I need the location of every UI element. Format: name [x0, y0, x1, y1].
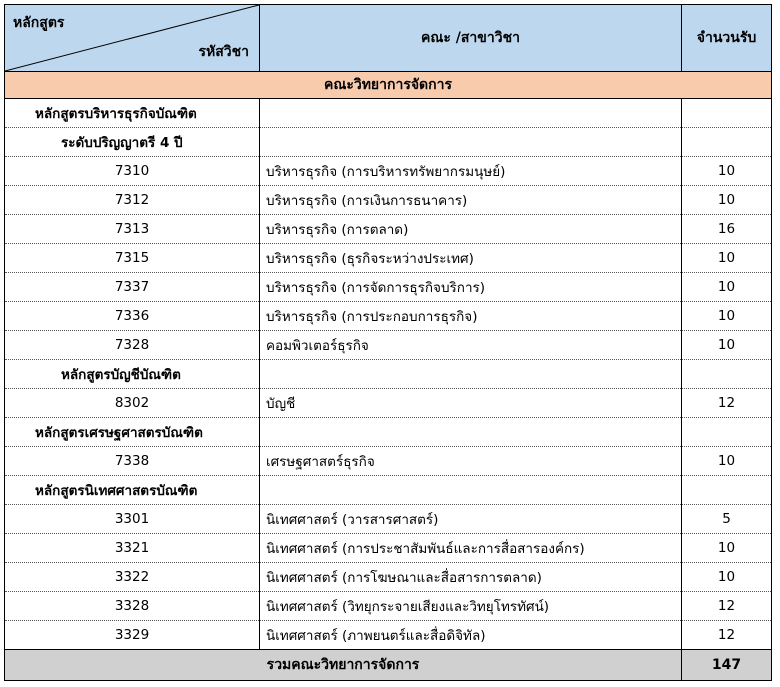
empty-cell: [682, 360, 772, 389]
course-code: 7336: [5, 302, 260, 331]
course-name: นิเทศศาสตร์ (การโฆษณาและสื่อสารการตลาด): [260, 563, 682, 592]
course-name: นิเทศศาสตร์ (ภาพยนตร์และสื่อดิจิทัล): [260, 621, 682, 650]
course-row: [5, 244, 772, 273]
course-quota: 10: [682, 157, 772, 186]
empty-cell: [682, 418, 772, 447]
course-quota: 10: [682, 186, 772, 215]
empty-cell: [682, 99, 772, 128]
total-label: รวมคณะวิทยาการจัดการ: [5, 650, 682, 681]
course-name: บริหารธุรกิจ (การเงินการธนาคาร): [260, 186, 682, 215]
course-row: [5, 534, 772, 563]
empty-cell: [260, 99, 682, 128]
course-quota: 10: [682, 534, 772, 563]
program-name: ระดับปริญญาตรี 4 ปี: [5, 128, 260, 157]
program-name: หลักสูตรบริหารธุรกิจบัณฑิต: [5, 99, 260, 128]
course-name: นิเทศศาสตร์ (วิทยุกระจายเสียงและวิทยุโทรทัศน์): [260, 592, 682, 621]
course-code: 8302: [5, 389, 260, 418]
empty-cell: [260, 418, 682, 447]
empty-cell: [682, 476, 772, 505]
quota-header-label: จำนวนรับ: [682, 5, 772, 72]
total-row: [5, 650, 772, 681]
program-row: [5, 476, 772, 505]
course-row: [5, 273, 772, 302]
program-code-header-cell: [5, 5, 260, 72]
course-quota: 12: [682, 621, 772, 650]
course-row: [5, 157, 772, 186]
program-row: [5, 418, 772, 447]
program-header-label: หลักสูตร: [13, 15, 65, 31]
course-code: 7328: [5, 331, 260, 360]
course-name: บริหารธุรกิจ (ธุรกิจระหว่างประเทศ): [260, 244, 682, 273]
faculty-title: คณะวิทยาการจัดการ: [5, 72, 772, 99]
course-row: [5, 331, 772, 360]
course-name: นิเทศศาสตร์ (การประชาสัมพันธ์และการสื่อสารองค์กร): [260, 534, 682, 563]
course-name: บัญชี: [260, 389, 682, 418]
course-row: [5, 447, 772, 476]
course-code: 7310: [5, 157, 260, 186]
course-code: 3321: [5, 534, 260, 563]
course-code: 7337: [5, 273, 260, 302]
course-code: 3328: [5, 592, 260, 621]
course-code: 7312: [5, 186, 260, 215]
course-name: บริหารธุรกิจ (การจัดการธุรกิจบริการ): [260, 273, 682, 302]
course-row: [5, 505, 772, 534]
course-row: [5, 621, 772, 650]
course-row: [5, 389, 772, 418]
program-row: [5, 360, 772, 389]
course-code: 3322: [5, 563, 260, 592]
course-quota: 12: [682, 389, 772, 418]
course-quota: 10: [682, 331, 772, 360]
course-name: นิเทศศาสตร์ (วารสารศาสตร์): [260, 505, 682, 534]
faculty-header-label: คณะ /สาขาวิชา: [260, 5, 682, 72]
empty-cell: [260, 128, 682, 157]
faculty-title-row: [5, 72, 772, 99]
course-quota: 10: [682, 302, 772, 331]
course-name: บริหารธุรกิจ (การตลาด): [260, 215, 682, 244]
course-name: เศรษฐศาสตร์ธุรกิจ: [260, 447, 682, 476]
course-code: 7338: [5, 447, 260, 476]
course-row: [5, 592, 772, 621]
course-row: [5, 186, 772, 215]
course-quota: 16: [682, 215, 772, 244]
admission-quota-table: [4, 4, 772, 681]
course-code: 3301: [5, 505, 260, 534]
course-name: คอมพิวเตอร์ธุรกิจ: [260, 331, 682, 360]
course-quota: 10: [682, 563, 772, 592]
empty-cell: [682, 128, 772, 157]
program-name: หลักสูตรเศรษฐศาสตรบัณฑิต: [5, 418, 260, 447]
course-name: บริหารธุรกิจ (การบริหารทรัพยากรมนุษย์): [260, 157, 682, 186]
code-header-label: รหัสวิชา: [198, 44, 249, 60]
total-value: 147: [682, 650, 772, 681]
course-code: 7315: [5, 244, 260, 273]
course-row: [5, 215, 772, 244]
course-quota: 10: [682, 244, 772, 273]
table-header-row: [5, 5, 772, 72]
course-quota: 10: [682, 447, 772, 476]
empty-cell: [260, 360, 682, 389]
empty-cell: [260, 476, 682, 505]
course-row: [5, 302, 772, 331]
course-quota: 5: [682, 505, 772, 534]
course-row: [5, 563, 772, 592]
program-name: หลักสูตรบัญชีบัณฑิต: [5, 360, 260, 389]
admission-table-container: [4, 4, 772, 681]
course-code: 3329: [5, 621, 260, 650]
program-row: [5, 128, 772, 157]
program-name: หลักสูตรนิเทศศาสตรบัณฑิต: [5, 476, 260, 505]
course-quota: 12: [682, 592, 772, 621]
course-quota: 10: [682, 273, 772, 302]
course-code: 7313: [5, 215, 260, 244]
course-name: บริหารธุรกิจ (การประกอบการธุรกิจ): [260, 302, 682, 331]
program-row: [5, 99, 772, 128]
